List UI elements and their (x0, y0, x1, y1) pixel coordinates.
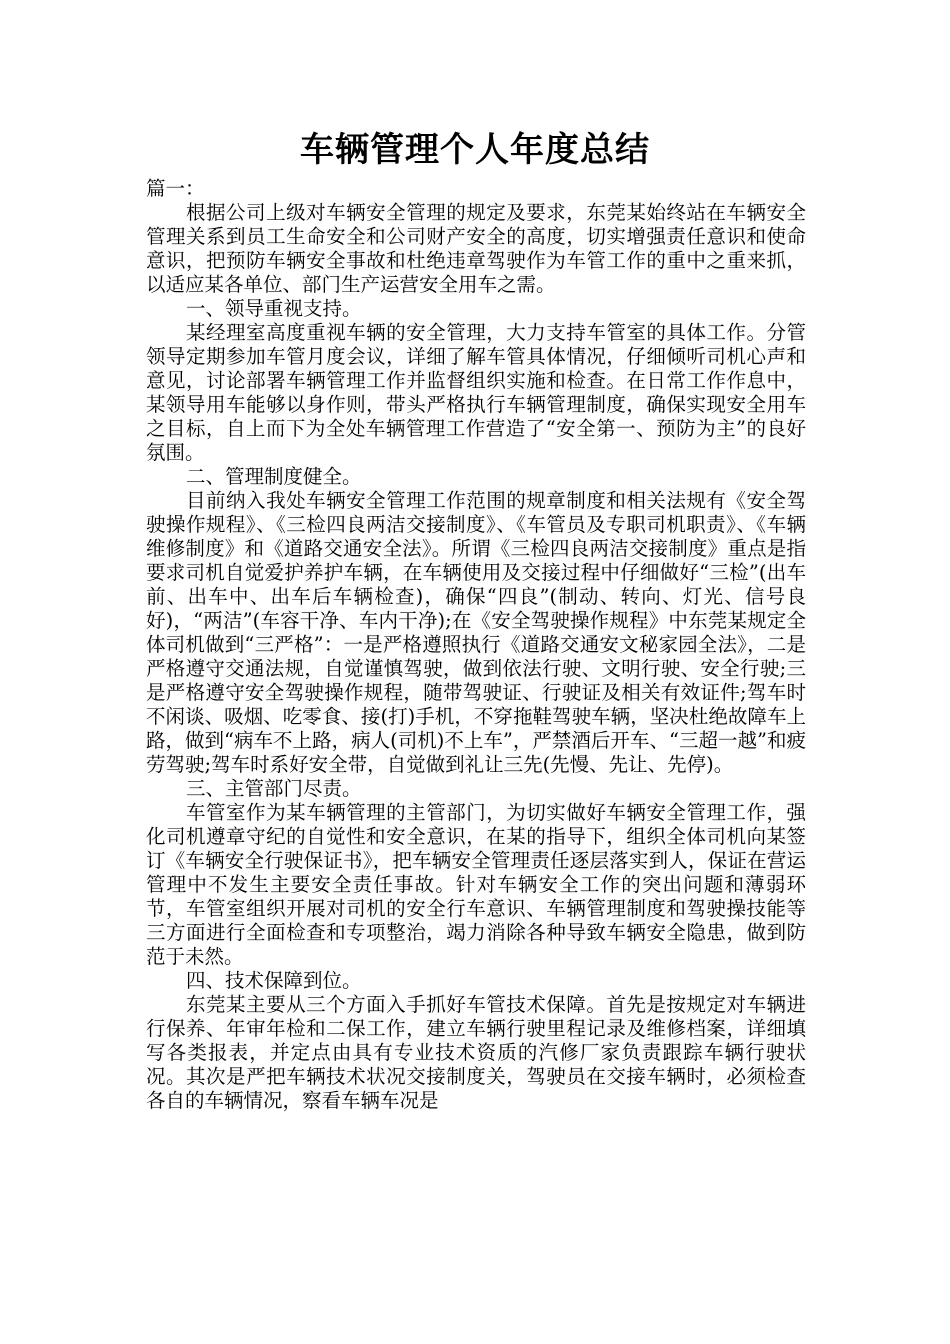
part-label: 篇一： (146, 177, 205, 200)
section-heading: 三、主管部门尽责。 (186, 777, 362, 800)
document-title: 车辆管理个人年度总结 (300, 130, 650, 170)
section-heading: 四、技术保障到位。 (186, 969, 362, 992)
body-paragraph: 目前纳入我处车辆安全管理工作范围的规章制度和相关法规有《安全驾驶操作规程》、《三检四良两洁交接制度》、《车管员及专职司机职责》、《车辆维修制度》和《道路交通安全法》。所谓《三检四良两洁交接制度》重点是指要求司机自觉爱护养护车辆，在车辆使用及交接过程中仔细做好“三检”(出车前、出车中、出车后车辆检查)，确保“四良”(制动、转向、灯光、信号良好)，“两洁”(车容干净、车内干净);在《安全驾驶操作规程》中东莞某规定全体司机做到“三严格”：一是严格遵照执行《道路交通安文秘家园全法》，二是严格遵守交通法规，自觉谨慎驾驶，做到依法行驶、文明行驶、安全行驶;三是严格遵守安全驾驶操作规程，随带驾驶证、行驶证及相关有效证件;驾车时不闲谈、吸烟、吃零食、接(打)手机，不穿拖鞋驾驶车辆，坚决杜绝故障车上路，做到“病车不上路，病人(司机)不上车”，严禁酒后开车、“三超一越”和疲劳驾驶;驾车时系好安全带，自觉做到礼让三先(先慢、先让、先停)。 (146, 489, 806, 776)
section-heading: 二、管理制度健全。 (186, 465, 362, 488)
body-paragraph: 根据公司上级对车辆安全管理的规定及要求，东莞某始终站在车辆安全管理关系到员工生命安全和公司财产安全的高度，切实增强责任意识和使命意识，把预防车辆安全事故和杜绝违章驾驶作为车管工作的重中之重来抓，以适应某各单位、部门生产运营安全用车之需。 (146, 201, 806, 296)
document-body (146, 177, 806, 1113)
body-paragraph: 车管室作为某车辆管理的主管部门，为切实做好车辆安全管理工作，强化司机遵章守纪的自觉性和安全意识，在某的指导下，组织全体司机向某签订《车辆安全行驶保证书》，把车辆安全管理责任逐层落实到人，保证在营运管理中不发生主要安全责任事故。针对车辆安全工作的突出问题和薄弱环节，车管室组织开展对司机的安全行车意识、车辆管理制度和驾驶操技能等三方面进行全面检查和专项整治，竭力消除各种导致车辆安全隐患，做到防范于未然。 (146, 801, 806, 968)
body-paragraph: 某经理室高度重视车辆的安全管理，大力支持车管室的具体工作。分管领导定期参加车管月度会议，详细了解车管具体情况，仔细倾听司机心声和意见，讨论部署车辆管理工作并监督组织实施和检查。在日常工作作息中，某领导用车能够以身作则，带头严格执行车辆管理制度，确保实现安全用车之目标，自上而下为全处车辆管理工作营造了“安全第一、预防为主”的良好氛围。 (146, 321, 806, 464)
section-heading: 一、领导重视支持。 (186, 297, 362, 320)
body-paragraph: 东莞某主要从三个方面入手抓好车管技术保障。首先是按规定对车辆进行保养、年审年检和二保工作，建立车辆行驶里程记录及维修档案，详细填写各类报表，并定点由具有专业技术资质的汽修厂家负责跟踪车辆行驶状况。其次是严把车辆技术状况交接制度关，驾驶员在交接车辆时，必须检查各自的车辆情况，察看车辆车况是 (146, 993, 806, 1112)
